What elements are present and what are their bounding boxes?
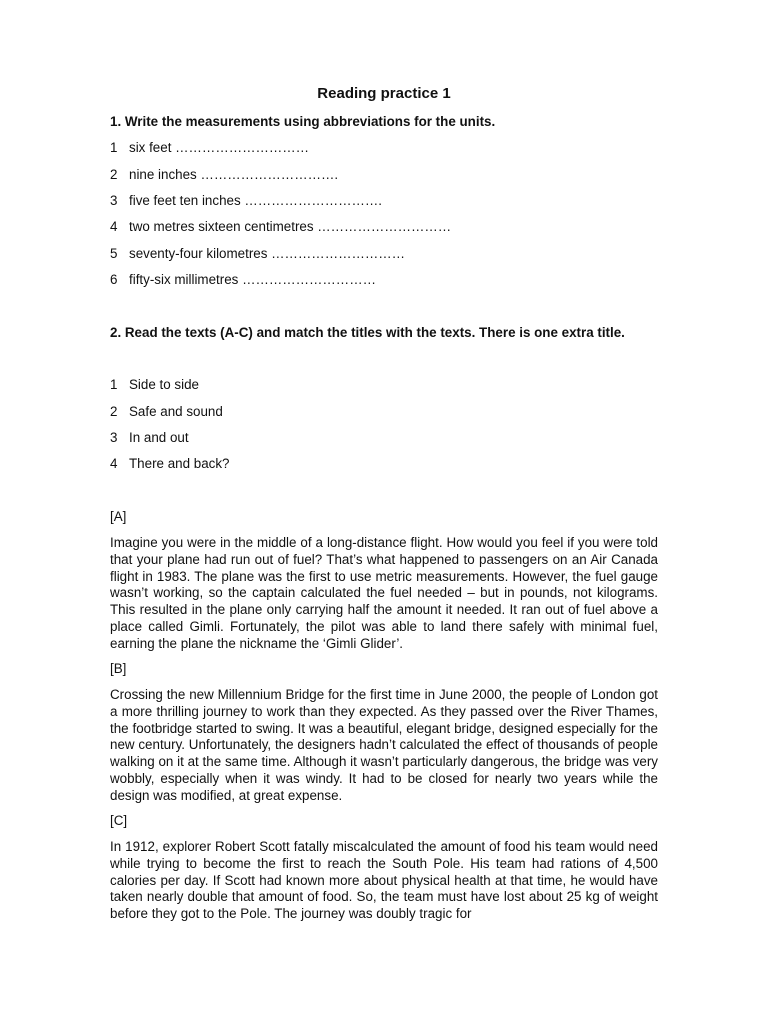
item-text: nine inches ………………………….	[129, 167, 339, 182]
page-title: Reading practice 1	[317, 85, 451, 102]
item-number: 4	[110, 219, 118, 234]
measurement-item	[110, 246, 405, 261]
text-c-paragraph: In 1912, explorer Robert Scott fatally miscalculated the amount of food his team would need while trying to become the first to reach the South Pole. His team had rations of 4,500 calories per day. If Scott had known more about physical health at that time, he would have taken nearly double that amount of food. So, the team must have lost about 25 kg of weight before they got to the Pole. The journey was doubly tragic for	[110, 839, 658, 922]
item-number: 1	[110, 140, 118, 155]
item-number: 6	[110, 272, 118, 287]
measurement-item	[110, 272, 376, 287]
text-label-c: [C]	[110, 813, 128, 828]
item-number: 1	[110, 377, 118, 392]
item-text: fifty-six millimetres …………………………	[129, 272, 376, 287]
item-number: 2	[110, 167, 118, 182]
title-option	[110, 430, 189, 445]
item-text: Side to side	[129, 377, 199, 392]
item-text: Safe and sound	[129, 404, 223, 419]
item-number: 5	[110, 246, 118, 261]
item-text: two metres sixteen centimetres …………………………	[129, 219, 452, 234]
item-text: five feet ten inches ………………………….	[129, 193, 383, 208]
measurement-item	[110, 193, 382, 208]
text-label-a: [A]	[110, 509, 127, 524]
item-text: In and out	[129, 430, 189, 445]
text-a-paragraph: Imagine you were in the middle of a long-distance flight. How would you feel if you were told that your plane had run out of fuel? That’s what happened to passengers on an Air Canada flight in 1983. The plane was the first to use metric measurements. However, the fuel gauge wasn’t working, so the captain calculated the fuel needed – but in pounds, not kilograms. This resulted in the plane only carrying half the amount it needed. It ran out of fuel above a place called Gimli. Fortunately, the pilot was able to land there safely with minimal fuel, earning the plane the nickname the ‘Gimli Glider’.	[110, 535, 658, 651]
item-number: 2	[110, 404, 118, 419]
measurement-item	[110, 140, 309, 155]
title-option	[110, 377, 199, 392]
title-option	[110, 404, 223, 419]
text-label-b: [B]	[110, 661, 127, 676]
question-1-heading: 1. Write the measurements using abbreviations for the units.	[110, 114, 496, 129]
item-text: six feet …………………………	[129, 140, 310, 155]
item-number: 3	[110, 193, 118, 208]
item-number: 3	[110, 430, 118, 445]
question-2-heading: 2. Read the texts (A-C) and match the titles with the texts. There is one extra title.	[110, 325, 625, 340]
item-text: There and back?	[129, 456, 230, 471]
item-text: seventy-four kilometres …………………………	[129, 246, 406, 261]
item-number: 4	[110, 456, 118, 471]
measurement-item	[110, 167, 338, 182]
measurement-item	[110, 219, 451, 234]
text-b-paragraph: Crossing the new Millennium Bridge for the first time in June 2000, the people of London got a more thrilling journey to work than they expected. As they passed over the River Thames, the footbridge started to swing. It was a beautiful, elegant bridge, designed especially for the new century. Unfortunately, the designers hadn’t calculated the effect of thousands of people walking on it at the same time. Although it wasn’t particularly dangerous, the bridge was very wobbly, especially when it was windy. It had to be closed for nearly two years while the design was modified, at great expense.	[110, 687, 658, 803]
title-option	[110, 456, 230, 471]
